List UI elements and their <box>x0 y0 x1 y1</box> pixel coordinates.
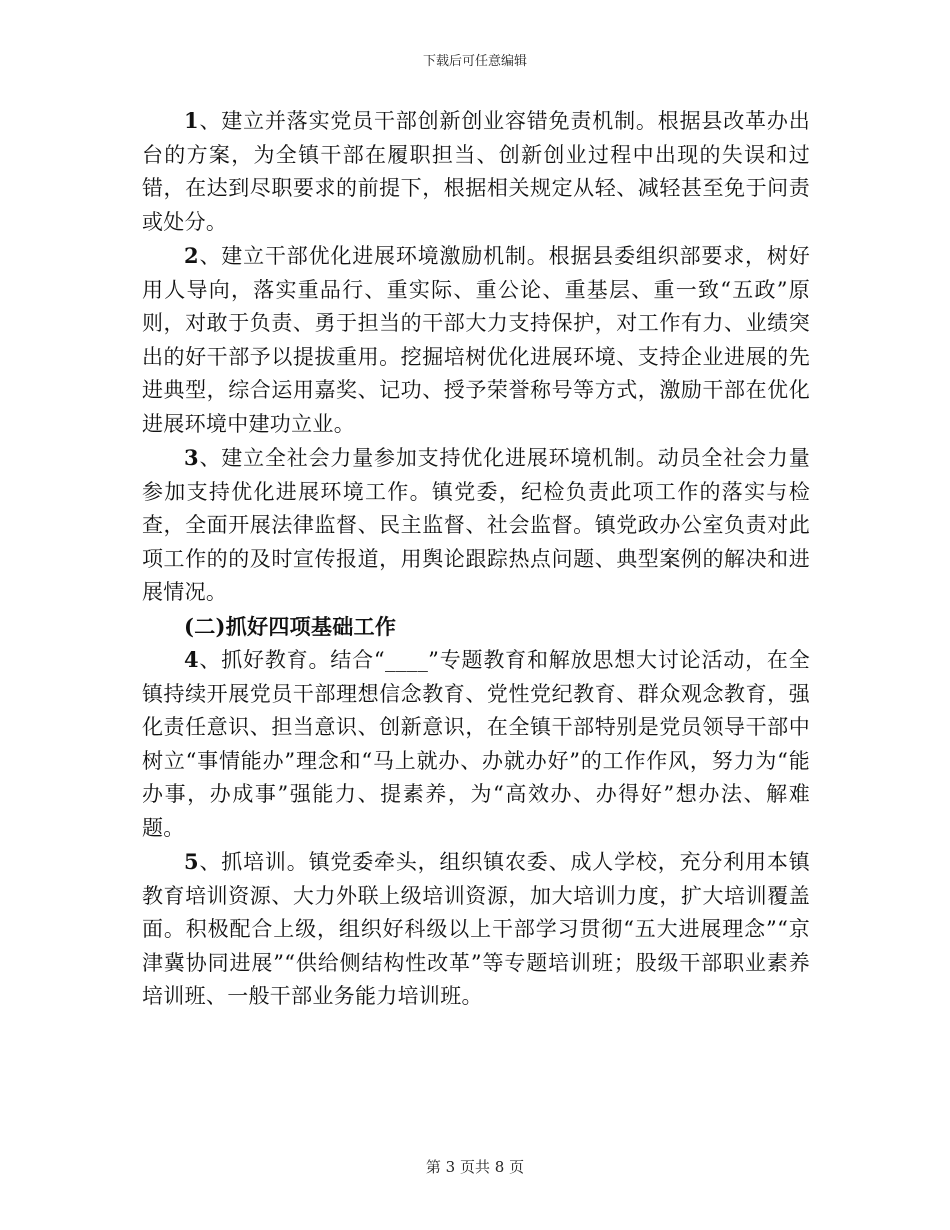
paragraph-5 <box>142 845 810 1014</box>
paragraph-text: 、建立全社会力量参加支持优化进展环境机制。动员全社会力量参加支持优化进展环境工作。镇党委，纪检负责此项工作的落实与检查，全面开展法律监督、民主监督、社会监督。镇党政办公室负责对此项工作的的及时宣传报道，用舆论跟踪热点问题、典型案例的解决和进展情况。 <box>142 446 810 604</box>
paragraph-text: 、建立并落实党员干部创新创业容错免责机制。根据县改革办出台的方案，为全镇干部在履职担当、创新创业过程中出现的失误和过错，在达到尽职要求的前提下，根据相关规定从轻、减轻甚至免于问责或处分。 <box>142 109 810 234</box>
item-number: 3 <box>184 445 199 470</box>
item-number: 1 <box>184 108 199 133</box>
paragraph-text: 、抓好教育。结合“____”专题教育和解放思想大讨论活动，在全镇持续开展党员干部理想信念教育、党性党纪教育、群众观念教育，强化责任意识、担当意识、创新意识，在全镇干部特别是党员领导干部中树立“事情能办”理念和“马上就办、办就办好”的工作作风，努力为“能办事，办成事”强能力、提素养，为“高效办、办得好”想办法、解难题。 <box>142 648 810 840</box>
paragraph-1 <box>142 104 810 239</box>
item-number: 5 <box>184 849 199 874</box>
paragraph-text: 、建立干部优化进展环境激励机制。根据县委组织部要求，树好用人导向，落实重品行、重实际、重公论、重基层、重一致“五政”原则，对敢于负责、勇于担当的干部大力支持保护，对工作有力、业绩突出的好干部予以提拔重用。挖掘培树优化进展环境、支持企业进展的先进典型，综合运用嘉奖、记功、授予荣誉称号等方式，激励干部在优化进展环境中建功立业。 <box>142 244 810 436</box>
item-number: 4 <box>184 647 199 672</box>
paragraph-2 <box>142 239 810 441</box>
paragraph-3 <box>142 441 810 610</box>
item-number: 2 <box>184 243 199 268</box>
page-footer: 第 3 页共 8 页 <box>425 1158 525 1176</box>
document-body <box>142 104 810 1014</box>
page-header: 下载后可任意编辑 <box>422 54 527 69</box>
paragraph-text: 、抓培训。镇党委牵头，组织镇农委、成人学校，充分利用本镇教育培训资源、大力外联上级培训资源，加大培训力度，扩大培训覆盖面。积极配合上级，组织好科级以上干部学习贯彻“五大进展理念”“京津冀协同进展”“供给侧结构性改革”等专题培训班；股级干部职业素养培训班、一般干部业务能力培训班。 <box>142 850 810 1008</box>
section-heading: (二)抓好四项基础工作 <box>184 613 397 639</box>
paragraph-4 <box>142 643 810 845</box>
